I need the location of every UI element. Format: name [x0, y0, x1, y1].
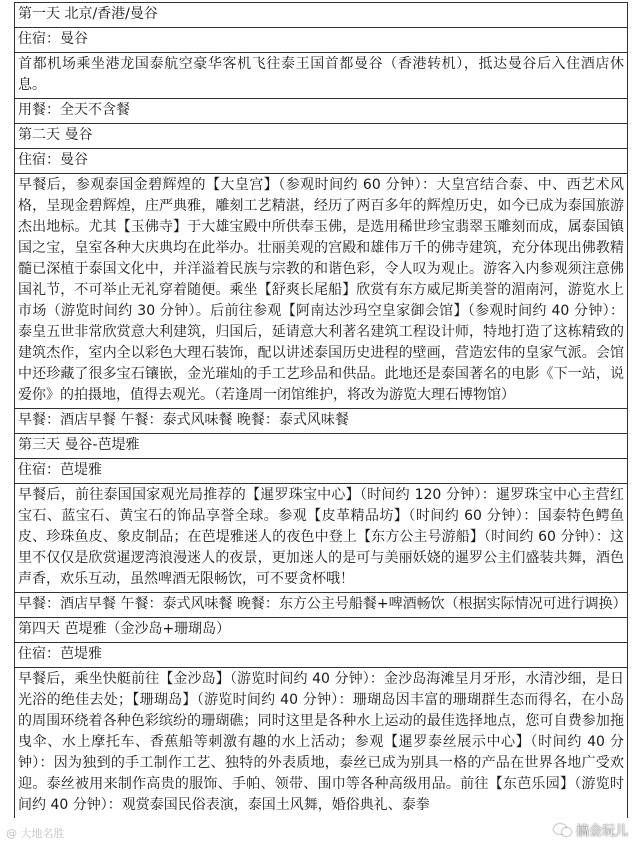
day2-hotel: 住宿：曼谷	[15, 148, 627, 173]
day1-title: 第一天 北京/香港/曼谷	[15, 2, 627, 27]
watermark-left: @ 大地名胜	[6, 827, 65, 840]
day4-hotel: 住宿：芭堤雅	[15, 642, 627, 667]
day3-meals: 早餐：酒店早餐 午餐：泰式风味餐 晚餐：东方公主号船餐+啤酒畅饮（根据实际情况可进行调换）	[15, 592, 627, 617]
day2-description: 早餐后，参观泰国金碧辉煌的【大皇宫】（参观时间约 60 分钟）：大皇宫结合泰、中、西艺术风格，呈现金碧辉煌，庄严典雅，雕刻工艺精湛，经历了两百多年的辉煌历史，如今已成为泰国旅游杰出地标。尤其【玉佛寺】于大雄宝殿中所供奉玉佛，是选用稀世珍宝翡翠玉雕刻而成，属泰国镇国之宝，皇室各种大庆典均在此举办。壮丽美观的宫殿和雄伟万千的佛寺建筑，充分体现出佛教精髓已深植于泰国文化中，并洋溢着民族与宗教的和谐色彩，令人叹为观止。游客入内参观须注意佛国礼节，不可举止无礼穿着随便。乘坐【舒爽长尾船】欣赏有东方威尼斯美誉的湄南河，游览水上市场（游览时间约 30 分钟）。后前往参观【阿南达沙玛空皇家御会馆】（参观时间约 40 分钟）：泰皇五世非常欣赏意大利建筑，归国后，延请意大利著名建筑工程设计师，特地打造了这栋精致的建筑杰作，室内全以彩色大理石装饰，配以讲述泰国历史进程的壁画，营造宏伟的皇家气派。会馆中还珍藏了很多宝石镶嵌，金光璀灿的手工艺珍品和供品。此地还是泰国著名的电影《下一站，说爱你》的拍摄地，值得去观光。（若逢周一闭馆维护，将改为游览大理石博物馆）	[15, 173, 627, 408]
day2-title: 第二天 曼谷	[15, 123, 627, 148]
day1-hotel: 住宿：曼谷	[15, 27, 627, 52]
day3-title: 第三天 曼谷-芭堤雅	[15, 433, 627, 458]
day1-meals: 用餐：全天不含餐	[15, 98, 627, 123]
day4-description: 早餐后，乘坐快艇前往【金沙岛】（游览时间约 40 分钟）：金沙岛海滩呈月牙形，水清沙细，是日光浴的绝佳去处；【珊瑚岛】（游览时间约 40 分钟）：珊瑚岛因丰富的珊瑚群生态而得名，在小岛的周围环绕着各种色彩缤纷的珊瑚礁；同时这里是各种水上运动的最佳选择地点，您可自费参加拖曳伞、水上摩托车、香蕉船等刺激有趣的水上活动；参观【暹罗泰丝展示中心】（时间约 40 分钟）：因为独到的手工制作工艺、独特的外表质地，泰丝已成为别具一格的产品在世界各地广受欢迎。泰丝被用来制作高贵的服饰、手帕、领带、围巾等各种高级用品。前往【东芭乐园】（游览时间约 40 分钟）：观赏泰国民俗表演，泰国土风舞，婚俗典礼、泰拳	[15, 667, 627, 818]
day1-description: 首都机场乘坐港龙国泰航空豪华客机飞往泰王国首都曼谷（香港转机），抵达曼谷后入住酒店休息。	[15, 52, 627, 98]
day3-description: 早餐后，前往泰国国家观光局推荐的【暹罗珠宝中心】（时间约 120 分钟）：暹罗珠宝中心主营红宝石、蓝宝石、黄宝石的饰品享誉全球。参观【皮革精品坊】（时间约 60 分钟）：国泰特色鳄鱼皮、珍珠鱼皮、象皮制品；在芭堤雅迷人的夜色中登上【东方公主号游船】（时间约 60 分钟）：这里不仅仅是欣赏暹逻湾浪漫迷人的夜景，更加迷人的是可与美丽妖娆的暹罗公主们盛装共舞，酒色声香，欢乐互动，虽然啤酒无限畅饮，可不要贪杯哦！	[15, 483, 627, 592]
watermark-right-text: 搞会玩儿	[575, 824, 628, 839]
day2-meals: 早餐：酒店早餐 午餐：泰式风味餐 晚餐：泰式风味餐	[15, 408, 627, 433]
itinerary-table	[14, 2, 628, 818]
day4-title: 第四天 芭堤雅（金沙岛+珊瑚岛）	[15, 617, 627, 642]
day3-hotel: 住宿：芭堤雅	[15, 458, 627, 483]
wechat-icon	[554, 823, 572, 837]
watermark-right	[554, 820, 628, 839]
